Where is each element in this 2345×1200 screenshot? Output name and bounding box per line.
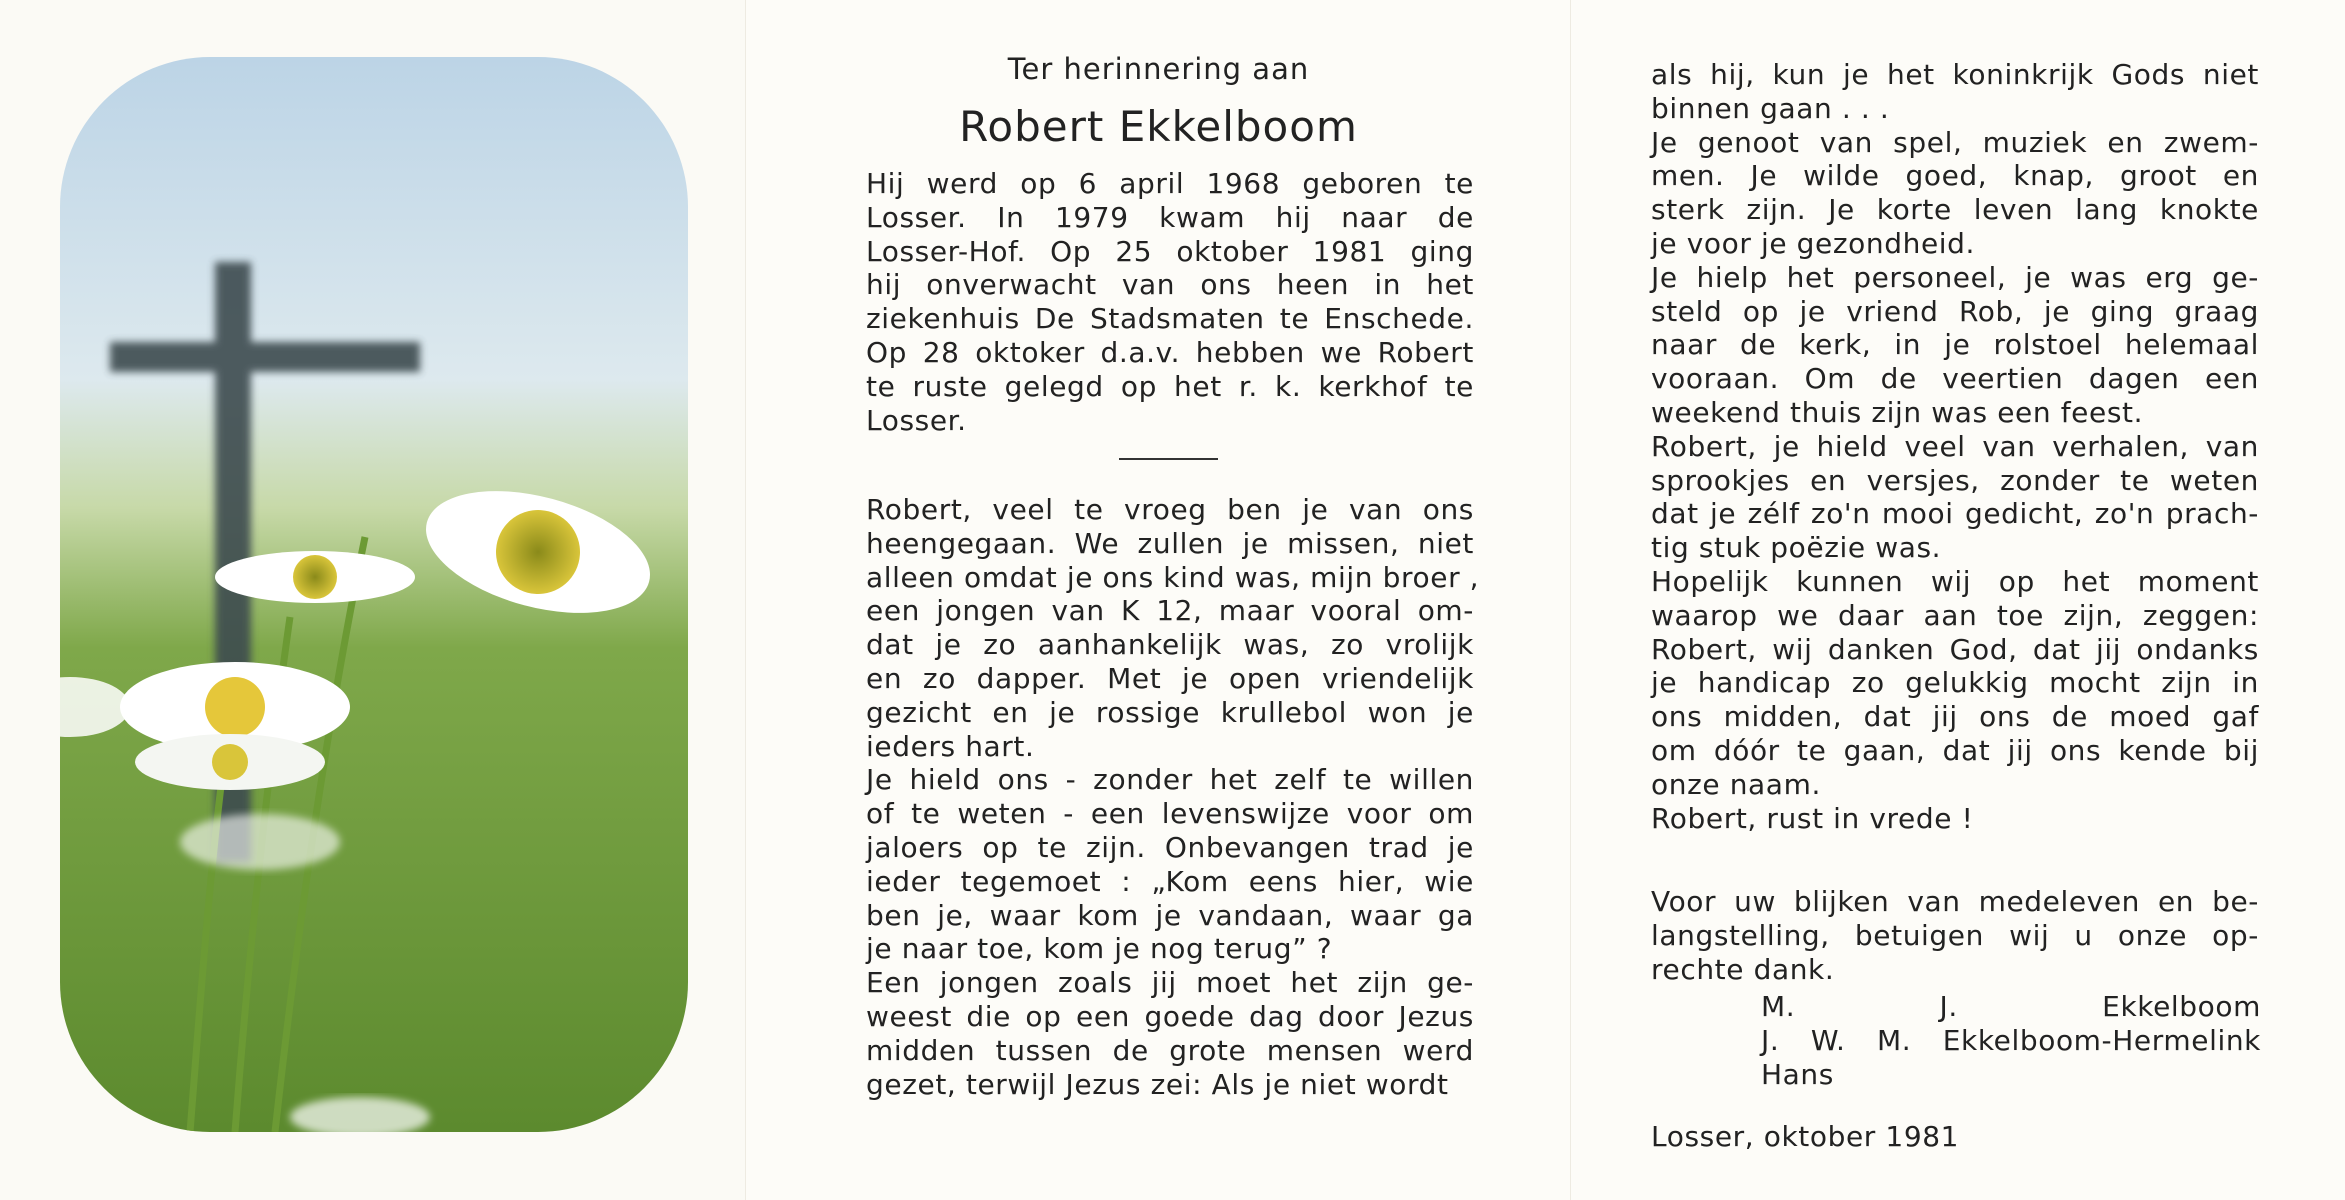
text-line: Hopelijk kunnen wij op het moment [1651, 564, 2259, 598]
text-line: Voor uw blijken van medeleven en be- [1651, 885, 2259, 918]
text-line: en zo dapper. Met je open vriendelijk [866, 661, 1474, 695]
text-line: Losser, oktober 1981 [1651, 1120, 1960, 1153]
text-line: Robert, rust in vrede ! [1651, 801, 1974, 835]
text-line: Hans [1761, 1057, 1834, 1091]
text-line: ons midden, dat jij ons de moed gaf [1651, 700, 2259, 734]
family-signatures [1761, 990, 2261, 1091]
text-line: tig stuk poëzie was. [1651, 531, 1942, 565]
text-line: gezicht en je rossige krullebol won je [866, 695, 1474, 729]
text-line: sterk zijn. Je korte leven lang knokte [1651, 193, 2259, 227]
text-line: jaloers op te zijn. Onbevangen trad je [866, 830, 1474, 864]
text-line: Robert, veel te vroeg ben je van ons [866, 493, 1474, 526]
text-line: als hij, kun je het koninkrijk Gods niet [1651, 58, 2259, 91]
photo-panel [0, 0, 745, 1200]
photo-illustration [60, 57, 688, 1132]
biography-text [866, 167, 1474, 437]
text-line: om dóór te gaan, dat jij ons kende bij [1651, 733, 2259, 767]
text-line: je voor je gezondheid. [1651, 226, 1976, 260]
text-line: ben je, waar kom je vandaan, waar ga [866, 898, 1474, 932]
middle-panel [745, 0, 1571, 1200]
text-line: of te weten - een levenswijze voor om [866, 797, 1474, 831]
text-line: Je hielp het personeel, je was erg ge- [1651, 260, 2259, 294]
text-line: weest die op een goede dag door Jezus [866, 999, 1474, 1033]
right-panel [1570, 0, 2345, 1200]
text-line: binnen gaan . . . [1651, 91, 1890, 125]
text-line: Op 28 oktoker d.a.v. hebben we Robert [866, 335, 1474, 369]
text-line: langstelling, betuigen wij u onze op- [1651, 918, 2259, 952]
memorial-photo-cross-daisies [60, 57, 688, 1132]
thanks-text [1651, 885, 2259, 986]
text-line: een jongen van K 12, maar vooral om- [866, 594, 1474, 628]
text-line: Losser. [866, 403, 967, 437]
text-line: Je hield ons - zonder het zelf te willen [866, 763, 1474, 797]
heading-in-memory: Ter herinnering aan [1007, 52, 1310, 86]
text-line: rechte dank. [1651, 952, 1835, 986]
text-line: je naar toe, kom je nog terug” ? [866, 932, 1333, 966]
text-line: dat je zélf zo'n mooi gedicht, zo'n prach- [1651, 497, 2259, 531]
text-line: onze naam. [1651, 767, 1821, 801]
text-line: men. Je wilde goed, knap, groot en [1651, 159, 2259, 193]
text-line: ieder tegemoet : „Kom eens hier, wie [866, 864, 1474, 898]
text-line: alleen omdat je ons kind was, mijn broer , [866, 560, 1480, 594]
text-line: te ruste gelegd op het r. k. kerkhof te [866, 369, 1474, 403]
text-line: je handicap zo gelukkig mocht zijn in [1651, 666, 2259, 700]
text-line: Hij werd op 6 april 1968 geboren te [866, 167, 1474, 200]
text-line: waarop we daar aan toe zijn, zeggen: [1651, 598, 2259, 632]
text-line: Een jongen zoals jij moet het zijn ge- [866, 966, 1474, 1000]
text-line: sprookjes en versjes, zonder te weten [1651, 463, 2259, 497]
text-line: J. W. M. Ekkelboom-Hermelink [1761, 1023, 2261, 1057]
text-line: Je genoot van spel, muziek en zwem- [1651, 125, 2259, 159]
separator-line [1119, 458, 1218, 460]
text-line: Robert, wij danken God, dat jij ondanks [1651, 632, 2259, 666]
text-line: dat je zo aanhankelijk was, zo vrolijk [866, 628, 1474, 662]
text-line: ieders hart. [866, 729, 1035, 763]
place-date [1651, 1120, 2151, 1154]
text-line: naar de kerk, in je rolstoel helemaal [1651, 328, 2259, 362]
text-line: heengegaan. We zullen je missen, niet [866, 526, 1474, 560]
text-line: steld op je vriend Rob, je ging graag [1651, 294, 2259, 328]
text-line: vooraan. Om de veertien dagen een [1651, 362, 2259, 396]
text-line: gezet, terwijl Jezus zei: Als je niet wordt [866, 1067, 1449, 1101]
text-line: Losser. In 1979 kwam hij naar de [866, 200, 1474, 234]
text-line: hij onverwacht van ons heen in het [866, 268, 1474, 302]
text-line: Losser-Hof. Op 25 oktober 1981 ging [866, 234, 1474, 268]
text-line: weekend thuis zijn was een feest. [1651, 395, 2144, 429]
memorial-text-continued [1651, 58, 2259, 835]
text-line: Robert, je hield veel van verhalen, van [1651, 429, 2259, 463]
text-line: midden tussen de grote mensen werd [866, 1033, 1474, 1067]
memorial-text [866, 493, 1480, 1101]
text-line: ziekenhuis De Stadsmaten te Enschede. [866, 302, 1474, 336]
deceased-name: Robert Ekkelboom [959, 102, 1358, 151]
text-line: M. J. Ekkelboom [1761, 990, 2261, 1023]
